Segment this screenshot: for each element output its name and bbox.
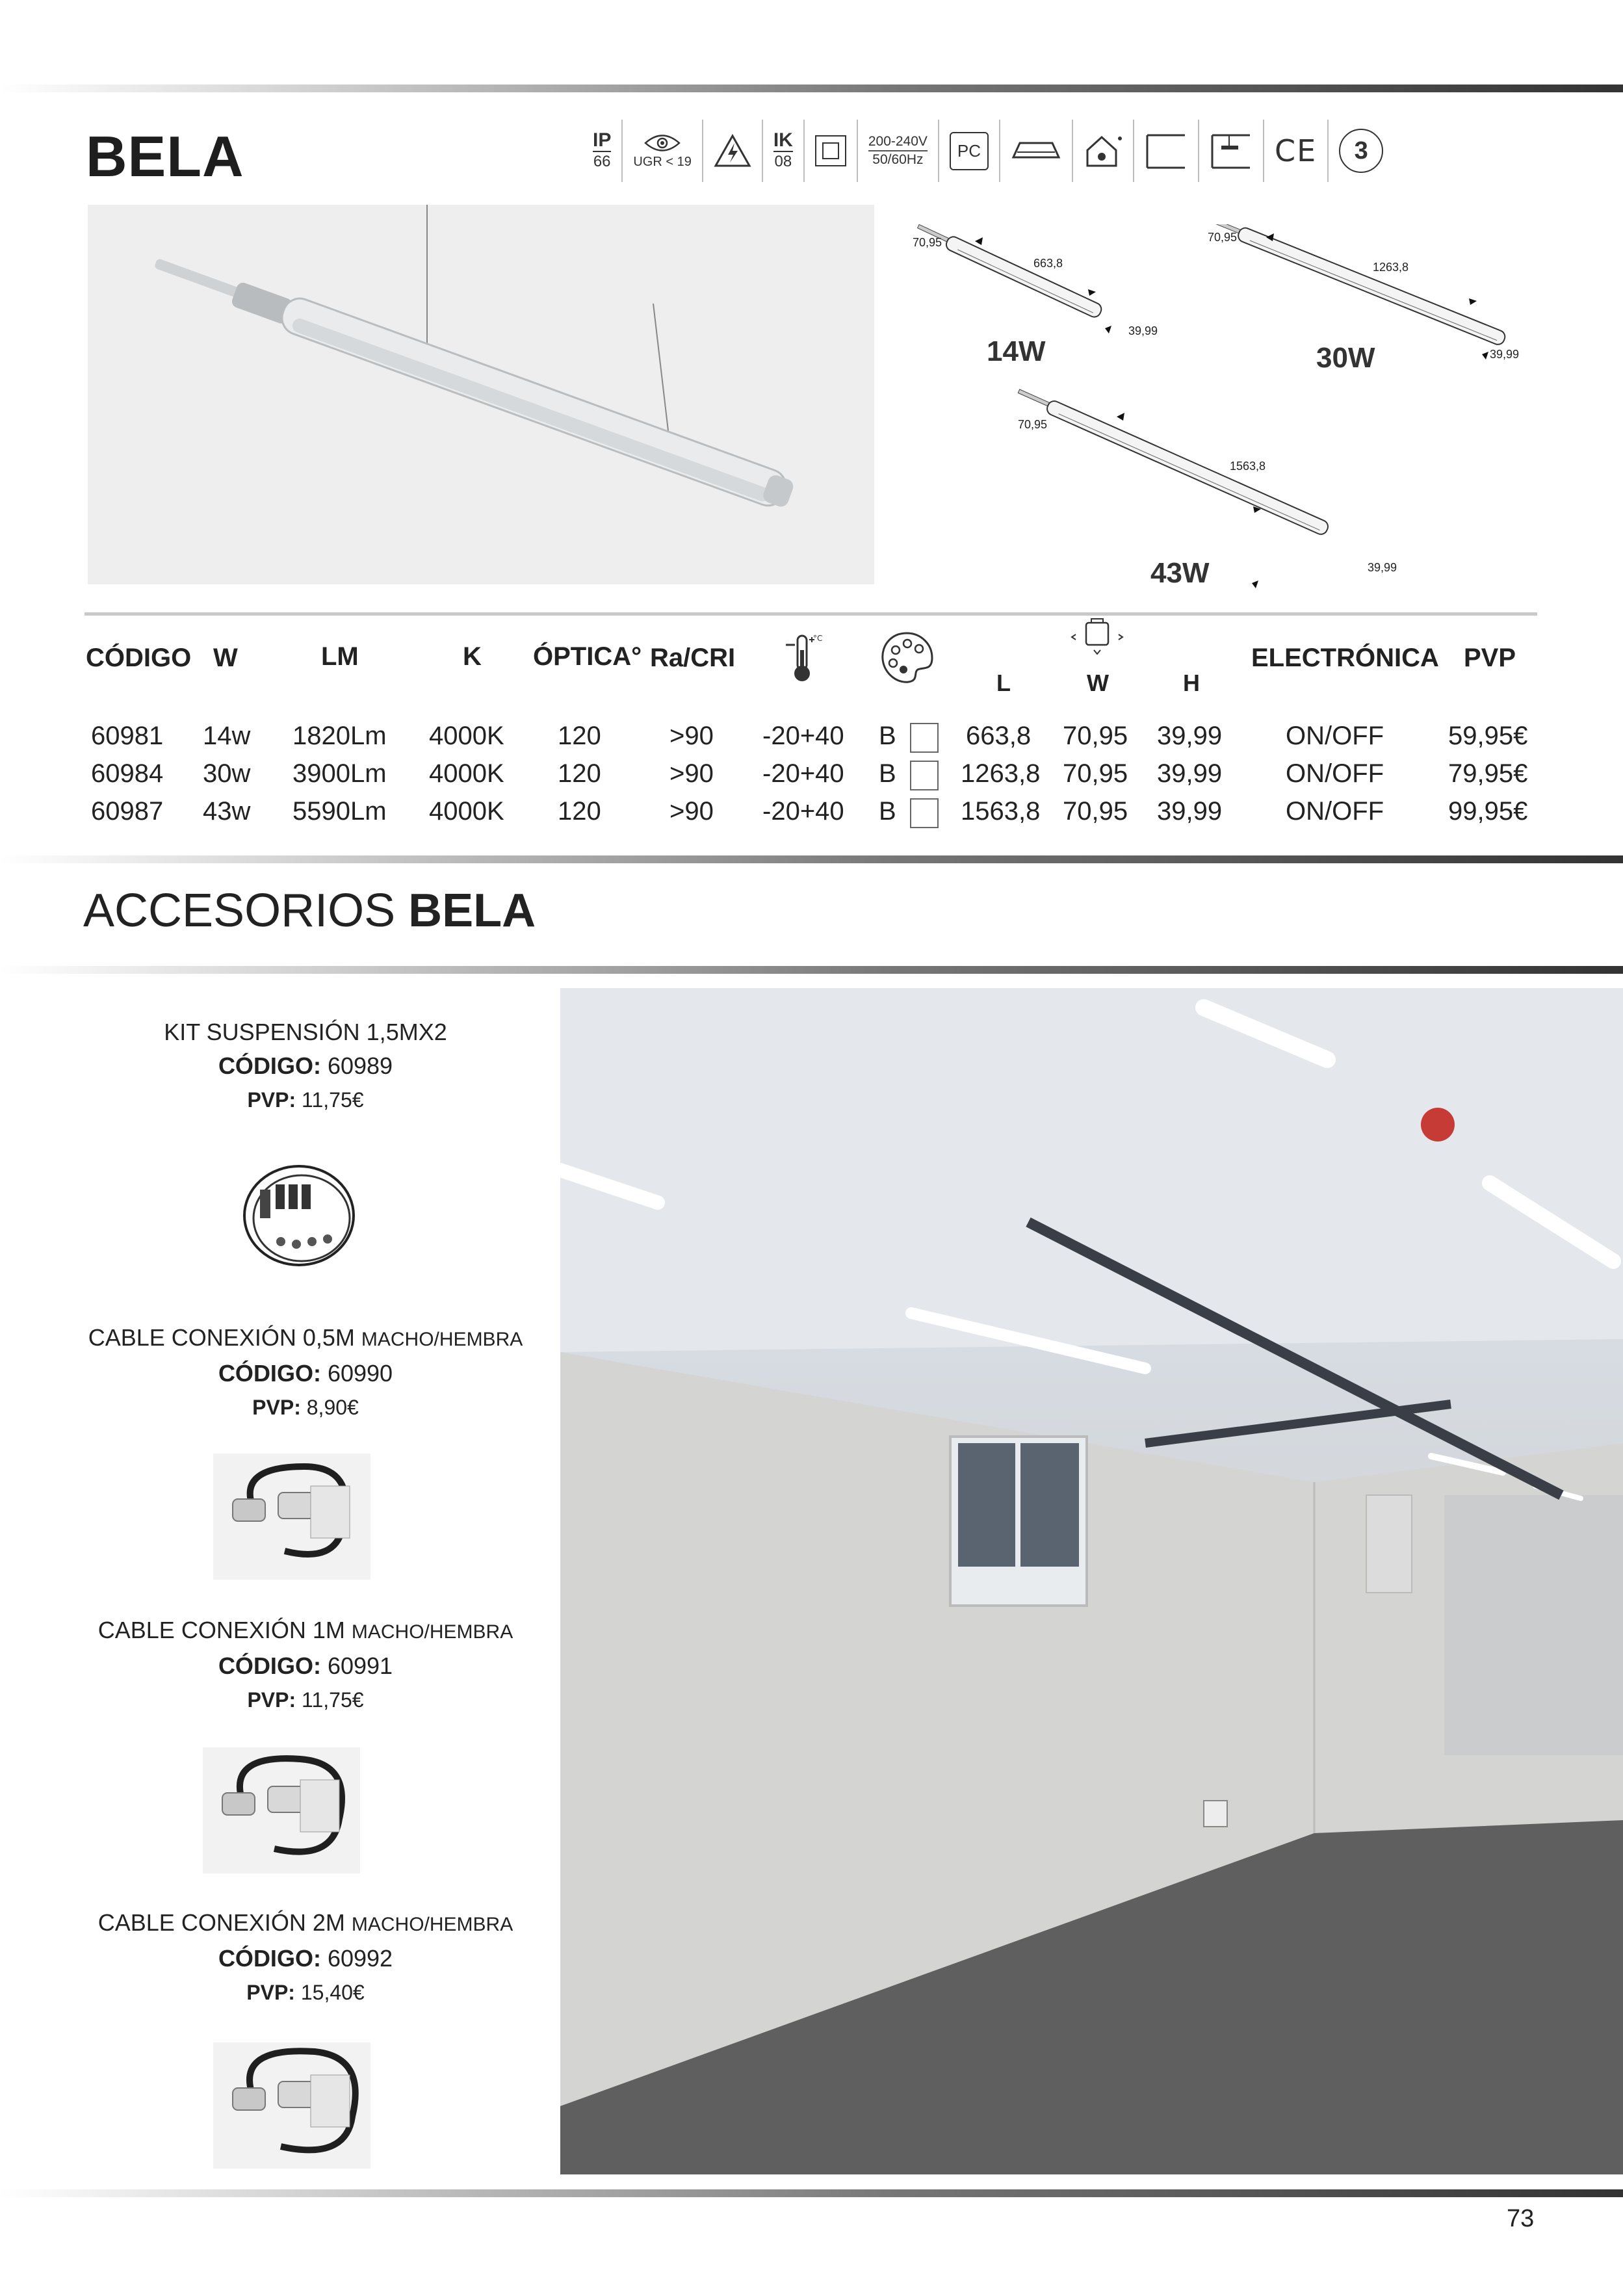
th-cri: Ra/CRI	[650, 644, 736, 672]
product-photo	[88, 205, 874, 584]
section-divider	[0, 855, 1623, 863]
ip-rating-icon: IP 66	[593, 129, 612, 170]
suspension-kit-photo	[234, 1144, 370, 1290]
accessory-item: KIT SUSPENSIÓN 1,5MX2 CÓDIGO: 60989 PVP: 11,75€	[164, 1019, 447, 1112]
svg-text:39,99: 39,99	[1490, 348, 1520, 361]
table-row: 60987 43w 5590Lm 4000K 120 >90 -20+40 B 1563,8 70,95 39,99 ON/OFF 99,95€	[84, 797, 1537, 835]
th-electronics: ELECTRÓNICA	[1251, 644, 1439, 672]
svg-text:70,95: 70,95	[913, 236, 942, 249]
accessory-item: CABLE CONEXIÓN 0,5M MACHO/HEMBRA CÓDIGO: 60990 PVP: 8,90€	[88, 1324, 523, 1419]
svg-text:663,8: 663,8	[1033, 257, 1063, 270]
warranty-3-years-icon: 3	[1327, 120, 1394, 182]
accessories-title: ACCESORIOS BELA	[83, 885, 536, 937]
color-swatch	[910, 761, 939, 790]
color-palette-icon	[877, 629, 936, 691]
dimensions-icon	[1069, 616, 1125, 659]
cable-1m-photo	[203, 1747, 360, 1873]
temperature-icon	[783, 631, 822, 688]
table-top-line	[84, 612, 1537, 616]
drawing-43w-label: 43W	[1150, 557, 1210, 589]
th-h: H	[1183, 670, 1200, 696]
indoor-use-icon	[1072, 120, 1133, 182]
cable-2m-photo	[213, 2042, 370, 2169]
th-optic: ÓPTICA°	[533, 642, 642, 671]
svg-text:70,95: 70,95	[1208, 231, 1238, 244]
th-dw: W	[1087, 670, 1109, 696]
table-row: 60984 30w 3900Lm 4000K 120 >90 -20+40 B 1263,8 70,95 39,99 ON/OFF 79,95€	[84, 759, 1537, 797]
product-title: BELA	[86, 124, 244, 189]
ceiling-mount-icon	[1133, 120, 1198, 182]
svg-text:39,99: 39,99	[1368, 561, 1397, 574]
electrical-warning-icon	[702, 120, 762, 182]
ik-rating-icon: IK 08	[762, 120, 803, 182]
surface-mount-icon	[999, 120, 1072, 182]
svg-text:70,95: 70,95	[1018, 418, 1048, 431]
drawing-30w	[1206, 224, 1519, 361]
th-pvp: PVP	[1464, 644, 1516, 672]
drawing-30w-label: 30W	[1316, 342, 1375, 374]
top-divider	[0, 85, 1623, 92]
drawing-14w-label: 14W	[987, 335, 1046, 367]
ugr-eye-icon: UGR < 19	[621, 120, 701, 182]
svg-text:1563,8: 1563,8	[1230, 460, 1266, 473]
accessory-item: CABLE CONEXIÓN 1M MACHO/HEMBRA CÓDIGO: 60991 PVP: 11,75€	[97, 1617, 513, 1712]
th-w: W	[213, 644, 238, 672]
svg-text:1263,8: 1263,8	[1373, 261, 1409, 274]
suspended-mount-icon	[1198, 120, 1263, 182]
svg-text:°C: °C	[813, 634, 822, 643]
material-pc-icon: PC	[938, 120, 999, 182]
ce-mark-icon: CE	[1263, 120, 1327, 182]
voltage-icon: 200-240V 50/60Hz	[857, 120, 938, 182]
color-swatch	[910, 798, 939, 828]
class-ii-icon	[803, 120, 857, 182]
spec-icon-strip	[582, 118, 1394, 183]
th-lm: LM	[321, 642, 359, 671]
svg-text:39,99: 39,99	[1128, 324, 1158, 337]
th-k: K	[463, 642, 482, 671]
page-number: 73	[1507, 2205, 1535, 2232]
th-code: CÓDIGO	[86, 644, 192, 672]
table-row: 60981 14w 1820Lm 4000K 120 >90 -20+40 B 663,8 70,95 39,99 ON/OFF 59,95€	[84, 722, 1537, 759]
drawing-14w	[913, 224, 1158, 337]
cable-05m-photo	[213, 1454, 370, 1580]
accessories-divider	[0, 966, 1623, 974]
color-swatch	[910, 723, 939, 753]
installation-photo	[560, 988, 1623, 2174]
th-l: L	[996, 670, 1011, 696]
technical-drawings	[897, 224, 1547, 601]
bottom-divider	[0, 2189, 1623, 2197]
accessory-item: CABLE CONEXIÓN 2M MACHO/HEMBRA CÓDIGO: 60992 PVP: 15,40€	[97, 1909, 513, 2004]
